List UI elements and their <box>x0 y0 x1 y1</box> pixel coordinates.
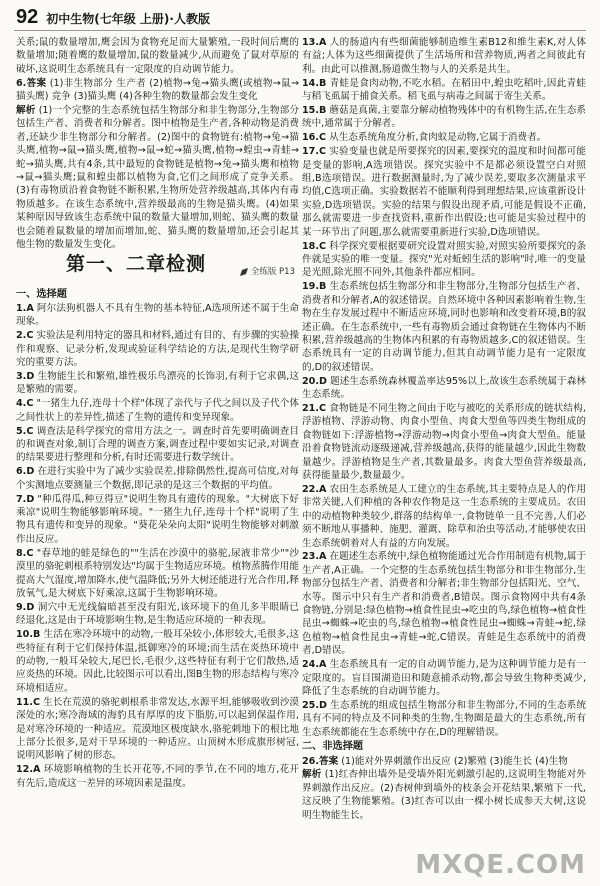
question-number: 1.A <box>16 302 34 314</box>
question-number: 25.D <box>302 699 327 711</box>
answer-block <box>302 755 586 768</box>
question-answer <box>302 550 586 657</box>
question-number: 5.C <box>16 425 34 437</box>
question-answer <box>302 104 586 131</box>
book-title: 初中生物(七年级 上册)·人教版 <box>46 12 210 26</box>
question-answer <box>16 696 299 763</box>
section-ref-text: 全练版 P13 <box>250 266 295 277</box>
body-text: 实验变量也就是所要探究的因素,要探究的温度和时间都可能是变量的影响,A选项错误。探究实验中不是都必须设置空白对照组,B选项错误。进行数据测量时,为了减少误差,要取多次测量求平均值,C选项正确。实验数据若不能顺利得到理想结果,应该重新设计实验,D选项错误。实验的结果与假设出现矛盾,可能是假设不正确,那么就需要进一步查找资料,重新作出假设;也可能是实验过程中的某一环节出了问题,那么就需要重新进行实验,D选项错误。 <box>302 146 586 238</box>
body-text: 食物链是不同生物之间由于吃与被吃的关系形成的链状结构,浮游植物、浮游动物、肉食小型鱼、肉食大型鱼等四类生物组成的食物链如下:浮游植物→浮游动物→肉食小型鱼→肉食大型鱼。能量沿着食物链流动逐级递减,营养级越高,获得的能量越少,因此生物数量越少。浮游植物是生产者,其数量最多。肉食大型鱼营养级最高,获得能量最少,数量最少。 <box>302 402 586 481</box>
body-text: 实验法是利用特定的器具和材料,通过有目的、有步骤的实验操作和观察、记录分析,发现或验证科学结论的方法,是现代生物学研究的重要方法。 <box>16 330 299 369</box>
section-title: 第一、二章检测 <box>66 252 207 275</box>
body-text: 生态系统具有一定的自动调节能力,是为这种调节能力是有一定限度的。盲目围湖造田和随意捕杀动物,都会导致生物种类减少,降低了生态系统的自动调节能力。 <box>302 659 586 697</box>
body-text: 农田生态系统是人工建立的生态系统,其主要特点是人的作用非常关键,人们种植的各种农作物是这一生态系统的主要成员。农田中的动植物种类较少,群落的结构单一,食物链单一且不完善,人们必须不断地从事播种、施肥、灌溉、除草和治虫等活动,才能够使农田生态系统朝着对人有益的方向发展。 <box>302 483 586 549</box>
question-answer <box>302 699 586 739</box>
question-number: 23.A <box>302 551 327 563</box>
body-text: "春草地的蛙是绿色的""生活在沙漠中的骆驼,尿液非常少""沙漠里的骆驼刺根系特别发达"均属于生物适应环境。植物蒸腾作用能提高大气湿度,增加降水,使气温降低;另外大树还能进行光合作用,释放氧气,是大树底下好乘凉,这属于生物影响环境。 <box>16 547 299 599</box>
body-text: "一猪生九仔,连母十个样"体现了亲代与子代之间以及子代个体之间性状上的差异性,描述了生物的遗传和变异现象。 <box>16 398 299 423</box>
body-text: 在题述生态系统中,绿色植物能通过光合作用制造有机物,属于生产者,A正确。一个完整的生态系统包括生物部分和非生物部分,生物部分包括生产者、消费者和分解者;非生物部分包括阳光、空气、水等。图示中只有生产者和消费者,B错误。图示食物网中共有4条食物链,分别是:绿色植物→植食性昆虫→吃虫的鸟,绿色植物→植食性昆虫→蜘蛛→吃虫的鸟,绿色植物→植食性昆虫→蜘蛛→青蛙→蛇,绿色植物→植食性昆虫→青蛙→蛇,C错误。青蛙是生态系统中的消费者,D错误。 <box>302 551 586 657</box>
sub-heading: 一、选择题 <box>16 288 67 300</box>
body-text: 在进行实验中为了减少实验误差,排除偶然性,提高可信度,对每个实测地点要测量三个数据,即记录的是这三个数据的平均值。 <box>16 466 299 491</box>
question-number: 8.C <box>16 547 34 559</box>
question-answer <box>302 77 586 104</box>
body-text: (1)红杏伸出墙外是受墙外阳光刺激引起的,这说明生物能对外界刺激作出反应。(2)杏树伸到墙外的枝条会开花结果,繁殖下一代,这反映了生物能繁殖。(3)红杏可以由一棵小树长成参天大树,这说明生物能生长。 <box>302 769 586 821</box>
question-number: 6.D <box>16 466 35 478</box>
body-text: 调查法是科学探究的常用方法之一。调查时首先要明确调查目的和调查对象,制订合理的调查方案,调查过程中要如实记录,对调查的结果要进行整理和分析,有时还需要进行数学统计。 <box>16 425 299 464</box>
question-number: 14.B <box>302 77 327 89</box>
right-column <box>302 36 586 823</box>
paragraph <box>16 36 299 76</box>
question-answer <box>16 302 299 329</box>
page-header <box>16 6 210 32</box>
question-number: 10.B <box>16 629 41 641</box>
question-answer <box>16 370 299 397</box>
question-answer <box>302 145 586 239</box>
body-text: 人的肠道内有些细菌能够制造维生素B12和维生素K,对人体有益;人体为这些细菌提供了生活场所和营养物质,两者之间彼此有利。由此可以推测,肠道微生物与人的关系是共生。 <box>302 37 586 75</box>
body-text: 题述生态系统森林覆盖率达95%以上,故该生态系统属于森林生态系统。 <box>302 375 586 401</box>
question-answer <box>302 375 586 402</box>
page-number: 92 <box>16 6 39 28</box>
question-answer <box>302 240 586 280</box>
sub-heading: 二、非选择题 <box>302 741 364 753</box>
question-number: 12.A <box>16 764 41 776</box>
body-text: 从生态系统角度分析,食肉蚁是动物,它属于消费者。 <box>329 132 547 144</box>
explanation-block <box>16 104 299 251</box>
question-number: 9.D <box>16 601 35 613</box>
section-header <box>16 252 299 286</box>
body-text: "种瓜得瓜,种豆得豆"说明生物具有遗传的现象。"大树底下好乘凉"说明生物能够影响环境。"一猪生九仔,连母十个样"说明了生物具有遗传和变异的现象。"葵花朵朵向太阳"说明生物能够对刺激作出反应。 <box>16 493 299 545</box>
question-number: 24.A <box>302 659 327 671</box>
question-answer <box>302 36 586 76</box>
question-number: 13.A <box>302 37 327 48</box>
body-text: 生物能生长和繁殖,雄性极乐鸟漂亮的长饰羽,有利于它求偶,这是繁殖的需要。 <box>16 370 299 396</box>
section-page-ref <box>239 266 295 279</box>
body-text: 洞穴中无光线偏暗甚至没有阳光,该环境下的鱼儿多半眼睛已经退化,这是由于环境影响生物,是生物适应环境的一种表现。 <box>16 601 299 627</box>
question-answer <box>302 280 586 374</box>
body-text: 关系;鼠的数量增加,鹰会因为食物充足而大量繁殖,一段时间后鹰的数量增加;随着鹰的数量增加,鼠的数量减少,从而避免了鼠对草原的破坏,这说明生态系统具有一定限度的自动调节能力。 <box>16 37 299 75</box>
question-answer <box>302 131 586 144</box>
explanation-label: 解析 <box>16 105 36 117</box>
question-number: 22.A <box>302 483 327 495</box>
body-text: 生长在荒漠的骆驼刺根系非常发达,水源平坦,能够吸收到沙漠深处的水;寒冷海域的海豹具有厚厚的皮下脂肪,可以起到保温作用,是对寒冷环境的一种适应。荒漠地区极度缺水,骆驼刺地下的根比地上部分长很多,是对干旱环境的一种适应。山顶树木形成旗形树冠,说明风影响了树的形态。 <box>16 696 299 762</box>
body-text: 生态系统包括生物部分和非生物部分,生物部分包括生产者、消费者和分解者,A的叙述错误。自然环境中各种因素影响着生物,生物在生存发展过程中不断适应环境,同时也影响和改变着环境,B的叙述正确。在生态系统中,一些有毒物质会通过食物链在生物体内不断积累,营养级越高的生物体内积累的有毒物质越多,C的叙述错误。生态系统具有一定的自动调节能力,但其自动调节能力是有一定限度的,D的叙述错误。 <box>302 281 586 373</box>
body-text: 阿尔法狗机器人不具有生物的基本特征,A选项所述不属于生命现象。 <box>16 302 299 328</box>
question-number: 7.D <box>16 493 35 505</box>
question-number: 3.D <box>16 370 35 382</box>
question-number: 18.C <box>302 240 327 252</box>
question-answer <box>16 547 299 601</box>
question-number: 2.C <box>16 330 34 342</box>
answer-block <box>16 77 299 104</box>
question-answer <box>302 483 586 550</box>
question-number: 21.C <box>302 402 327 414</box>
left-column <box>16 36 299 791</box>
question-answer <box>16 397 299 424</box>
question-answer <box>16 329 299 369</box>
question-answer <box>16 425 299 465</box>
question-answer <box>302 402 586 482</box>
body-text: 生活在寒冷环境中的动物,一般耳朵较小,体形较大,毛很多,这些特征有利于它们保持体温,抵御寒冷的环境;而生活在炎热环境中的动物,一般耳朵较大,尾巴长,毛很少,这些特征有利于它们散热,适应炎热的环境。因此,比较图示可以看出,图B生物的形态结构与寒冷环境相适应。 <box>16 629 299 694</box>
body-text: (1)一个完整的生态系统包括生物部分和非生物部分,生物部分包括生产者、消费者和分解者。图中植物是生产者,各种动物是消费者,还缺少非生物部分和分解者。(2)图中的食物链有:植物→兔→猫头鹰,植物→鼠→猫头鹰,植物→鼠→蛇→猫头鹰,植物→蝗虫→青蛙→蛇→猫头鹰,共有4条,其中最短的食物链是植物→兔→猫头鹰和植物→鼠→猫头鹰;鼠和蝗虫都以植物为食,它们之间形成了竞争关系。(3)有毒物质沿着食物链不断积累,生物所处营养级越高,其体内有毒物质越多。在该生态系统中,营养级最高的生物是猫头鹰。(4)如果某种原因导致该生态系统中鼠的数量大量增加,则蛇、猫头鹰的数量也会随着鼠数量的增加而增加,蛇、猫头鹰的数量增加,还会引起其他生物的数量发生变化。 <box>16 105 299 251</box>
site-watermark: MXQE.COM <box>415 850 586 880</box>
question-answer <box>16 601 299 628</box>
question-number: 11.C <box>16 696 41 708</box>
header-divider <box>14 30 586 31</box>
body-text: 环境影响植物的生长开花等,不同的季节,在不同的地方,花开有先后,造成这一差异的环境因素是温度。 <box>16 764 299 789</box>
body-text: 科学探究要根据要研究设置对照实验,对照实验所要探究的条件就是实验的唯一变量。探究"光对蚯蚓生活的影响"时,唯一的变量是光照,除光照不同外,其他条件都应相同。 <box>302 240 586 279</box>
explanation-block <box>302 768 586 822</box>
question-number: 20.D <box>302 375 327 387</box>
question-answer <box>302 658 586 698</box>
question-answer <box>16 763 299 790</box>
pen-icon <box>239 267 249 277</box>
body-text: 青蛙是食肉动物,不吃水稻。在稻田中,蝗虫吃稻叶,因此青蛙与稻飞虱属于捕食关系。稻飞虱与病毒之间属于寄生关系。 <box>302 77 586 103</box>
question-number: 16.C <box>302 132 327 144</box>
question-answer <box>16 493 299 547</box>
question-answer <box>16 465 299 492</box>
body-text: (1)非生物部分 生产者 (2)植物→兔→猫头鹰(或植物→鼠→猫头鹰) 竞争 (3)猫头鹰 (4)各种生物的数量都会发生变化 <box>16 77 299 103</box>
body-text: 生态系统的组成包括生物部分和非生物部分,不同的生态系统具有不同的特点及不同种类的生物,生物圈是最大的生态系统,所有生态系统都能在生态系统中存在,D的理解错误。 <box>302 699 586 738</box>
answer-label: 26.答案 <box>302 755 339 767</box>
question-answer <box>16 628 299 695</box>
question-number: 17.C <box>302 146 327 158</box>
question-number: 19.B <box>302 281 327 293</box>
body-text: (1)能对外界刺激作出反应 (2)繁殖 (3)能生长 (4)生物 <box>341 755 568 767</box>
question-number: 15.B <box>302 105 327 117</box>
body-text: 蘑菇是真菌,主要靠分解动植物残体中的有机物生活,在生态系统中,通常属于分解者。 <box>302 105 586 130</box>
answer-label: 6.答案 <box>16 77 47 89</box>
question-number: 4.C <box>16 398 34 410</box>
explanation-label: 解析 <box>302 769 322 781</box>
